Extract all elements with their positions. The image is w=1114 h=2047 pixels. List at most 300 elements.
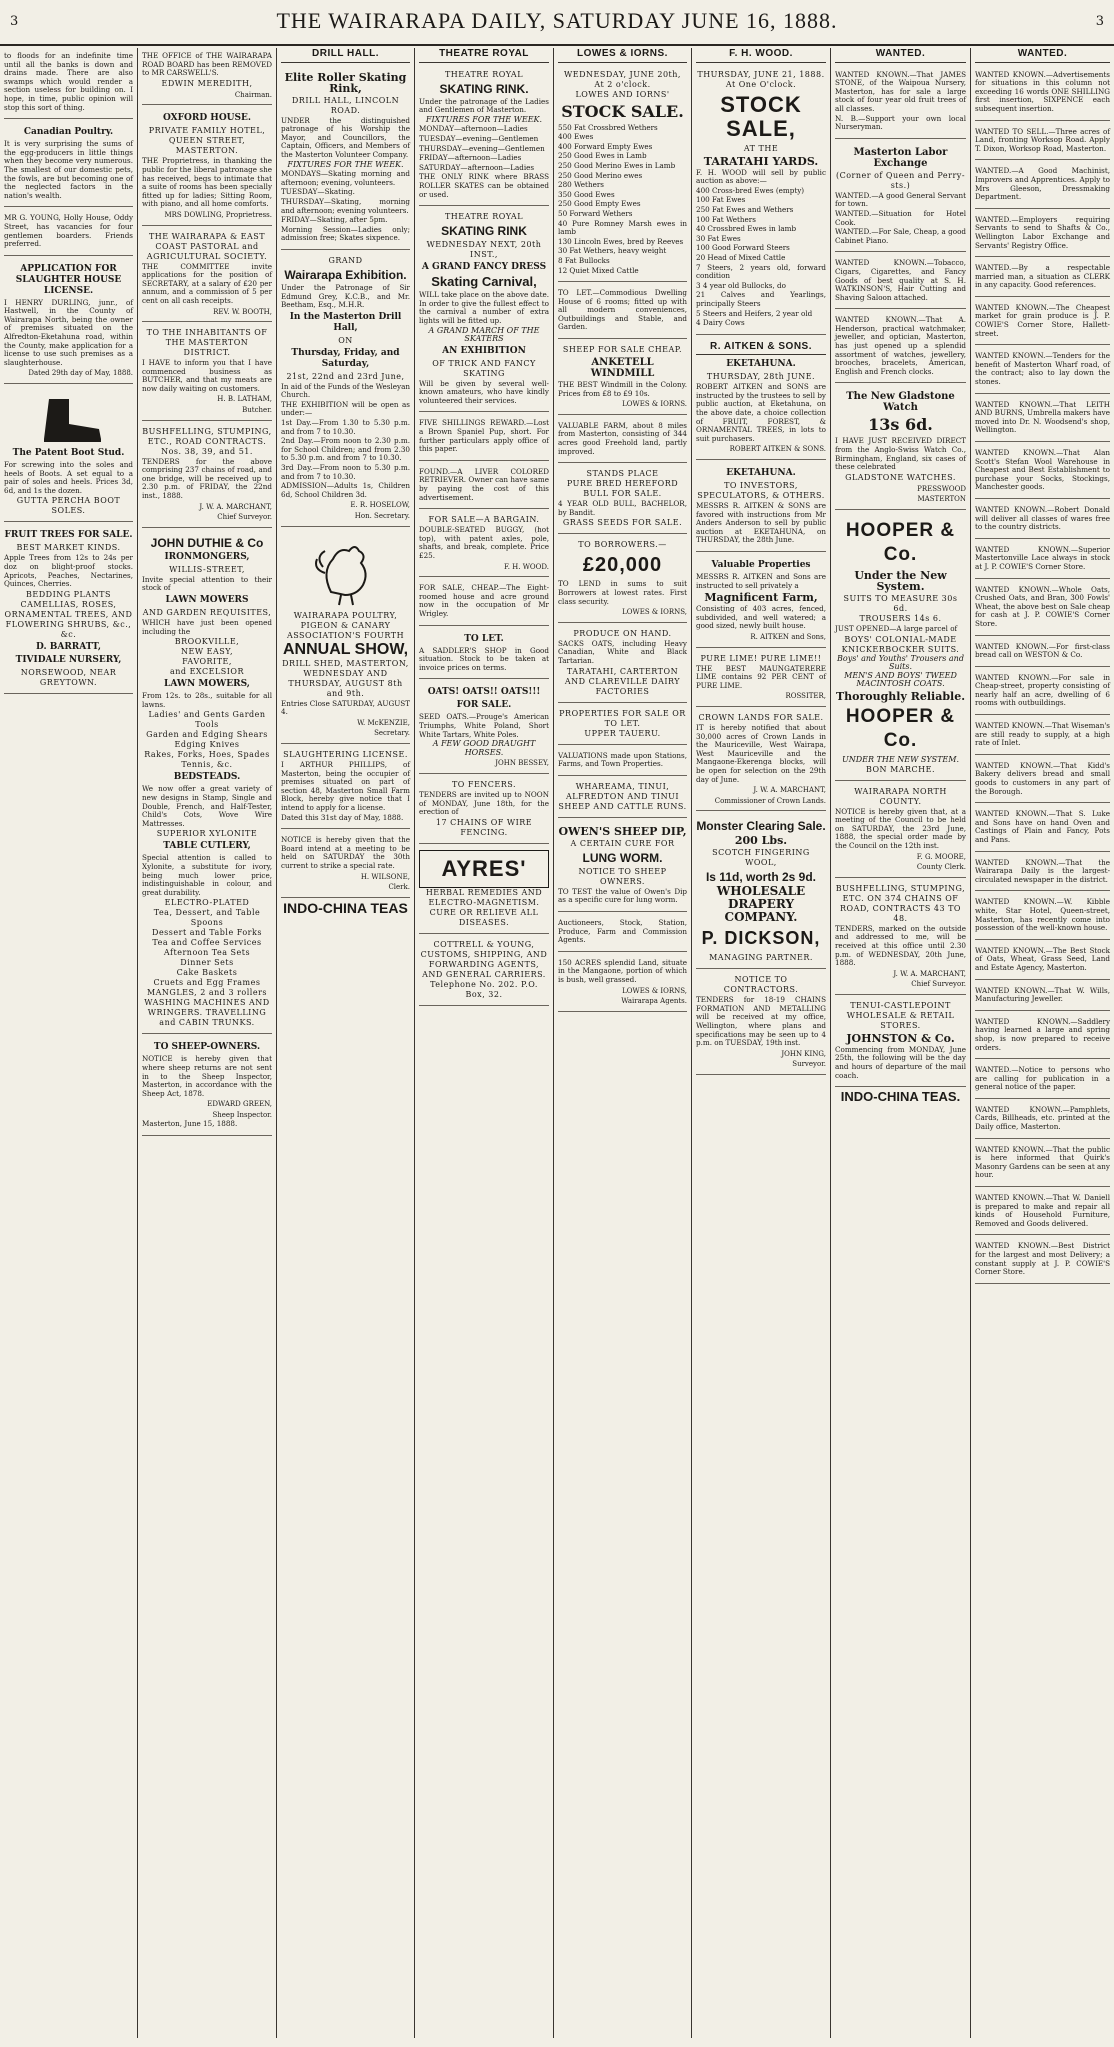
ad-body: JUST OPENED—A large parcel of [835,624,958,633]
ad-date: THURSDAY, JUNE 21, 1888. At One O'clock. [697,69,825,89]
classified-ad: N. B.—Support your own local Nurseryman. [835,113,966,132]
list-item: THURSDAY—Skating, morning and afternoon; evening volunteers. [281,196,410,215]
column-6 [692,48,830,2038]
ad-subheading: WOOL, [745,858,777,868]
ad-kicker: THEATRE ROYAL [444,69,524,79]
ad-body: TENDERS are invited up to NOON of MONDAY, June 18th, for the erection of [419,789,549,817]
classified-ad: WANTED.—Employers requiring Servants to send to Shafts & Co., Wellington Labor Exchange and Servants' Registry Office. [975,214,1110,250]
ad-subheading: Under the New System. [854,569,947,593]
advertiser-name: D. BARRATT, [35,641,101,652]
product-name: NEW EASY, [181,647,233,657]
ad-heading: TO SHEEP-OWNERS. [153,1042,261,1053]
ad-subheading: CURE OR RELIEVE ALL DISEASES. [429,907,539,927]
ad-body: I ARTHUR PHILLIPS, of Masterton, being the occupier of premises situated on part of section 48, Masterton Small Farm Block, hereby give notice that I intend to apply for a license. [281,759,410,812]
ad-subheading: SCOTCH FINGERING [712,848,810,858]
ad-heading: Skating Carnival, [431,274,537,290]
list-item: Tea and Coffee Services [152,938,262,948]
ad-kicker: LOWES AND IORNS' [575,89,670,99]
ad-signature-title: Butcher. [242,406,272,415]
classified-ad: WANTED KNOWN.—That the public is here informed that Quirk's Masonry Gardens can be seen at any hour. [975,1144,1110,1180]
ad-heading: FOR SALE—A BARGAIN. [428,515,540,525]
classified-ad: WANTED KNOWN.—Tobacco, Cigars, Cigarettes, and Fancy Goods of best quality at S. H. WATKINSON'S, Hair Cutting and Shaving Saloon attached. [835,258,966,302]
ad-subheading: FIXTURES FOR THE WEEK. [287,159,404,169]
ad-subheading: GLADSTONE WATCHES. [845,472,956,482]
list-item: 100 Fat Wethers [696,214,756,224]
ad-heading: Masterton Labor Exchange [853,146,948,169]
ad-heading: LUNG WORM. [582,850,663,865]
classified-ad: VALUABLE FARM, about 8 miles from Masterton, consisting of 344 acres good Freehold land, partly improved. [558,420,687,456]
ad-heading: ANNUAL SHOW, [282,640,409,658]
list-item: 350 Good Ewes [558,189,615,199]
ad-heading: SKATING RINK. [439,81,529,96]
ad-body: NOTICE is hereby given that the Board intend at a meeting to be held on SATURDAY the 30th current to strike a special rate. [281,835,410,870]
ad-heading: JOHN DUTHIE & Co [150,535,264,550]
ad-signature: ROSSITER, [785,692,826,701]
newspaper-title: THE WAIRARAPA DAILY, SATURDAY JUNE 16, 1888. [276,8,838,33]
ad-body: TENDERS for 18-19 CHAINS FORMATION AND METALLING will be received at my office, Wellington, where plans and specifications may be seen up to 4 p.m. on TUESDAY, 19th inst. [696,995,826,1048]
classified-ad: WANTED KNOWN.—That LEITH AND BURNS, Umbrella makers have moved into Dr. N. Woodsend's shop, Wellington. [975,399,1110,435]
classified-ad: TO LET.—Commodious Dwelling House of 6 rooms; fitted up with all modern conveniences, Outbuildings and Stable, and Garden. [558,288,687,332]
ad-heading: AYRES' [441,855,527,881]
page-number-right: 3 [1095,14,1104,29]
ad-body: 4 YEAR OLD BULL, BACHELOR, by Bandit. [558,499,687,517]
advertiser-business: TIVIDALE NURSERY, [15,654,122,665]
ad-body: WHICH have just been opened including the [142,618,272,636]
list-item: 21 Calves and Yearlings, principally Steers [696,290,826,308]
notice-title: Chairman. [234,90,272,99]
list-item: TUESDAY—evening—Gentlemen [419,133,539,143]
classified-ad: WANTED KNOWN.—That Kidd's Bakery delivers bread and small goods to customers in any part of the Borough. [975,760,1110,796]
list-item: 400 Cross-bred Ewes (empty) [696,185,805,195]
ad-body: THE COMMITTEE invite applications for the position of SECRETARY, at a salary of £20 per annum, and a commission of 5 per cent on all cash receipts. [142,261,272,305]
ad-date: Dated 29th day of May, 1888. [28,369,133,378]
ad-heading: The New Gladstone Watch [846,391,955,414]
ad-subheading: MEN'S AND BOYS' TWEED MACINTOSH COATS. [844,670,957,689]
column-5 [554,48,691,2038]
ad-heading: EKETAHUNA. [726,468,796,479]
ad-body: THE Proprietress, in thanking the public for the liberal patronage she has received, begs to intimate that a suite of rooms has been specially fitted up for ladies; Sitting Room, with piano, and all home comforts. [142,156,272,209]
list-item: Afternoon Tea Sets [163,948,251,958]
rooster-icon [311,537,381,607]
masthead [0,0,1114,46]
advertiser-name: P. DICKSON, [701,928,821,949]
advertiser-place: NORSEWOOD, NEAR GREYTOWN. [20,667,117,687]
ad-signature: H. WILSONE, [360,872,410,881]
list-item: 4 Dairy Cows [696,318,745,328]
list-item: Cruets and Egg Frames [153,978,261,988]
classified-ad: WANTED.—Notice to persons who are calling for publication in a general notice of the paper. [975,1065,1110,1092]
ad-signature: J. W. A. MARCHANT, [893,969,966,978]
ad-subheading: 17 CHAINS OF WIRE FENCING. [435,817,533,837]
ad-heading: APPLICATION FOR SLAUGHTER HOUSE LICENSE. [15,263,122,296]
ad-subheading: BEDSTEADS. [173,772,241,783]
ad-heading: TARATAHI YARDS. [703,154,819,168]
ad-heading: The Patent Boot Stud. [12,448,125,459]
ad-heading: TO LET. [464,633,504,644]
ad-body: IT is hereby notified that about 30,000 acres of Crown Lands in the Mauriceville, West Wairapa, West Mauriceville and the Mangaone-Ekerenga blocks, will be open for selection on the 29th day of June. [696,722,826,784]
classified-ad: WANTED KNOWN.—Saddlery having learned a large and spring shop, is now prepared to receive orders. [975,1016,1110,1052]
section-header: R. AITKEN & SONS. [696,341,826,356]
classified-ad: WANTED KNOWN.—Robert Donald will deliver all classes of wares free to the country districts. [975,504,1110,532]
ad-body: I HAVE to inform you that I have commenced business as BUTCHER, and that my meats are now daily waiting on customers. [142,358,272,393]
ad-kicker: WAIRARAPA POULTRY, PIGEON & CANARY ASSOCIATION'S FOURTH [286,610,405,640]
column-4 [415,48,553,2038]
product-name: FAVORITE, [182,657,232,667]
product-name: BROOKVILLE, [174,637,240,647]
ad-body: Under the Patronage of Sir Edmund Grey, K.C.B., and Mr. Beetham, Esq., M.H.R. [281,282,410,310]
ad-heading: FRUIT TREES FOR SALE. [4,530,133,541]
ad-note: THE ONLY RINK where BRASS ROLLER SKATES can be obtained or used. [419,172,549,199]
ad-heading: INDO-CHINA TEAS. [840,1089,961,1105]
list-item: 40 Crossbred Ewes in lamb [696,224,797,234]
classified-ad: WANTED KNOWN.—That S. Luke and Sons have on hand Oven and Castings of Plain and Fancy, Pots and Pans. [975,809,1110,844]
ad-heading: HOOPER & Co. [845,705,956,751]
ad-signature-title: Chief Surveyor. [911,980,966,989]
classified-ad: VALUATIONS made upon Stations, Farms, and Town Properties. [558,750,687,769]
column-header: THEATRE ROYAL [419,48,549,63]
ad-subheading: FOR SALE. [456,700,512,711]
ad-kicker: GRAND [328,255,363,265]
list-item: 8 Fat Bullocks [558,255,610,265]
ad-signature: LOWES & IORNS. [622,400,687,409]
ad-signature: MRS DOWLING, Proprietress. [164,210,272,219]
ad-heading: NOTICE TO CONTRACTORS. [723,975,799,995]
ad-signature: JOHN KING, [781,1049,826,1058]
ad-subheading: IRONMONGERS, [164,551,250,562]
ad-subheading: DRILL SHED, MASTERTON, [282,658,409,668]
ad-body: A SADDLER'S SHOP in Good situation. Stock to be taken at invoice prices on terms. [419,645,549,672]
ad-signature: ROBERT AITKEN & SONS. [729,445,826,454]
ad-signature-title: Clerk. [388,883,410,892]
advertiser-title: MANAGING PARTNER. [709,953,813,963]
list-item: 7 Steers, 2 years old, forward condition [696,262,826,281]
ad-heading: TO FENCERS. [451,779,517,789]
ad-subheading: AND GARDEN REQUISITES, [142,608,272,617]
classified-ad: Auctioneers, Stock, Station, Produce, Farm and Commission Agents. [558,917,687,945]
ad-body: Entries Close SATURDAY, AUGUST 4. [281,698,410,717]
ad-signature: LOWES & IORNS, [622,986,687,995]
classified-ad: WANTED KNOWN.—For sale in Cheap-street, property consisting of nearly half an acre, dwelling of 6 rooms with outbuildings. [975,672,1110,708]
ad-subheading: ON [338,335,353,345]
list-item: 100 Good Forward Steers [696,243,790,253]
ad-body: UNDER the distinguished patronage of his Worship the Mayor, and Councillors, the Captain, Officers, and Members of the Masterton Volunteer Company. [281,115,410,159]
notice-signature: EDWIN MEREDITH, [161,78,253,88]
list-item: Tea, Dessert, and Table Spoons [153,908,261,928]
classified-ad: WANTED KNOWN.—Best District for the largest and most Delivery; a constant supply at J. P. COWIE'S Corner Store. [975,1241,1110,1277]
article-continuation: to floods for an indefinite time until all the banks is down and drains made. There are also swamps which would render a section useless for building on. I hope, in time, public opinion will stop this sort of thing. [4,51,133,112]
ad-kicker: THEATRE ROYAL [444,212,524,222]
ad-body: Invite special attention to their stock of [142,574,272,593]
classified-ad: WANTED KNOWN.—The Cheapest market for grain produce is J. P. COWIE'S Corner Store, Hallett-street. [975,302,1110,338]
column-header: LOWES & IORNS. [558,48,687,63]
ad-body: Special attention is called to Xylonite, a substitute for ivory, being much lower price, indistinguishable in colour, and great durability. [142,853,272,897]
list-item: Tennis, &c. [181,760,233,770]
ad-subheading: COMPANY. [724,910,798,925]
ad-heading: WHAREAMA, TINUI, ALFREDTON AND TINUI SHEEP AND CATTLE RUNS. [558,781,687,811]
ad-subheading: Nos. 38, 39, and 51. [161,446,253,456]
list-item: 40 Pure Romney Marsh ewes in lamb [558,218,687,237]
ad-heading: OATS! OATS!! OATS!!! [427,687,541,698]
list-item: 30 Fat Wethers, heavy weight [558,246,667,256]
ad-heading: Wairarapa Exhibition. [284,267,407,282]
classified-ad: WANTED KNOWN.—That Alan Scott's Stefan Wool Warehouse in Cheapest and Best Establishment to purchase your Socks, Stockings, Manchester goods. [975,448,1110,492]
ad-heading: STOCK SALE, [720,91,802,141]
ad-signature: LOWES & IORNS, [622,608,687,617]
list-item: Dinner Sets [180,958,234,968]
ad-body: WILL take place on the above date. In order to give the fullest effect to the carnival a number of extra lights will be fitted up. [419,290,549,325]
ad-body: NOTICE is hereby given that, at a meeting of the Council to be held on SATURDAY, the 23rd June, 1888, the special order made by the Council on the 12th inst. [835,806,966,850]
ad-subheading: AN EXHIBITION [442,345,526,356]
ad-subheading: ELECTRO-PLATED [164,898,250,908]
list-item: THURSDAY—evening—Gentlemen [419,143,545,153]
list-item: Rakes, Forks, Hoes, Spades [144,750,270,760]
list-item: 1st Day.—From 1.30 to 5.30 p.m. and from 7 to 10.30. [281,418,410,436]
list-item: 250 Good Ewes in Lamb [558,151,647,161]
ad-signature-title: Hon. Secretary. [354,512,410,520]
ad-heading: GRASS SEEDS FOR SALE. [562,518,683,528]
ad-signature-title: MASTERTON [917,495,966,504]
column-1 [0,48,137,2038]
classified-ad: FIVE SHILLINGS REWARD.—Lost a Brown Spaniel Pup, short. For further particulars apply office of this paper. [419,418,549,454]
ad-signature: H. B. LATHAM, [217,395,272,404]
ad-signature-title: County Clerk. [916,863,966,872]
list-item: MONDAYS—Skating morning and afternoon; evening, volunteers. [281,169,410,187]
ad-heading: BUSHFELLING, STUMPING, ETC. ON 374 CHAINS OF ROAD, CONTRACTS 43 TO 48. [835,883,966,923]
classified-ad: WANTED.—By a respectable married man, a situation as CLERK in any capacity. Good references. [975,263,1110,290]
list-item: Edging Knives [174,740,240,750]
classified-ad: WANTED KNOWN.—Whole Oats, Crushed Oats, and Bran, 300 Fowls' Wheat, the above best on Sale cheap for cash at J. P. COWIE'S Corner Store. [975,584,1110,628]
ad-body: Commencing from MONDAY, June 25th, the following will be the day and hours of departure of the mail coach. [835,1044,966,1080]
ad-heading: SKATING RINK [441,224,527,239]
list-item: 12 Quiet Mixed Cattle [558,265,639,275]
ad-subheading: FIXTURES FOR THE WEEK. [425,114,543,124]
ad-signature-title: Chief Surveyor. [217,513,272,522]
column-7 [831,48,970,2038]
ad-place: QUEEN STREET, MASTERTON. [168,136,246,156]
ad-subheading: WEDNESDAY AND THURSDAY, AUGUST 8th and 9th. [288,668,403,698]
ad-signature: J. W. A. MARCHANT, [199,502,272,511]
ad-date: WEDNESDAY, JUNE 20th, At 2 o'clock. [564,69,681,89]
ad-subheading: WASHING MACHINES AND WRINGERS. TRAVELLING and CABIN TRUNKS. [144,998,270,1028]
ad-subheading: TROUSERS 14s 6. [859,614,942,623]
column-header: WANTED. [835,48,966,63]
ad-heading: SLAUGHTERING LICENSE. [283,749,408,759]
column-3 [277,48,414,2038]
ad-heading: OXFORD HOUSE. [163,113,251,124]
classified-ad: WANTED.—A Good Machinist, Improvers and Apprentices. Apply to Mrs Gleeson, Dressmaking Department. [975,166,1110,202]
ad-signature: E. R. HOSELOW, [350,501,410,510]
ad-subheading: HERBAL REMEDIES AND ELECTRO-MAGNETISM. [425,887,543,907]
ad-subheading: WHOLESALE [716,884,806,899]
list-item: FRIDAY—afternoon—Ladies [419,153,522,163]
ad-subheading: In the Masterton Drill Hall, [289,311,402,333]
ad-body: Will be given by several well-known amateurs, who have kindly volunteered their services. [419,378,549,405]
list-item: 3rd Day.—From noon to 5.30 p.m. and from 7 to 10.30. [281,463,410,481]
ad-body: TENDERS, marked on the outside and addressed to me, will be received at this office until 2.30 p.m. of WEDNESDAY, 20th June, 1888. [835,923,966,968]
ad-heading: PROPERTIES FOR SALE OR TO LET. [559,708,686,728]
ad-subheading: AT THE [743,143,779,153]
classified-ad: WANTED KNOWN.—That W. Wills, Manufacturing Jeweller. [975,985,1110,1004]
list-item: 3 4 year old Bullocks, do [696,280,786,290]
ad-body: ADMISSION—Adults 1s, Children 6d, School Children 3d. [281,481,410,499]
ad-subheading: OF TRICK AND FANCY SKATING [432,358,536,378]
ad-heading: Monster Clearing Sale. [696,819,826,834]
boot-icon [29,394,109,444]
ad-date: Dated this 31st day of May, 1888. [281,812,404,822]
list-item: WANTED.—A good General Servant for town. [835,190,966,209]
ad-body: Apple Trees from 12s to 24s per doz on blight-proof stocks. Apricots, Peaches, Nectarines, Quinces, Cherries. [4,553,133,589]
list-item: 250 Good Merino ewes [558,170,643,180]
ad-body: Under the patronage of the Ladies and Gentlemen of Masterton. [419,96,549,115]
column-header: DRILL HALL. [281,48,410,63]
ad-heading: BUSHFELLING, STUMPING, ETC., ROAD CONTRACTS. [142,426,272,446]
ad-body: F. H. WOOD will sell by public auction as above:— [696,167,826,186]
ad-body: ROBERT AITKEN and SONS are instructed by the trustees to sell by public auction, at Eketahuna, on the above date, a choice collection of FRUIT, FOREST, & ORNAMENTAL TREES, in lots to suit purchasers. [696,382,826,443]
ad-body: THE BEST Windmill in the Colony. Prices from £8 to £9 10s. [558,380,687,398]
ad-heading: STANDS PLACE [586,469,659,479]
article-body: It is very surprising the sums of the egg-producers in little things when they become very numerous. The smallest of our domestic pets, the fowls, are but becoming one of the neglected factors in the nation's wealth. [4,139,133,200]
ad-subheading: MANGLES, 2 and 3 rollers [146,988,268,998]
ad-signature-title: Secretary. [374,729,410,738]
list-item: 20 Head of Mixed Cattle [696,252,786,262]
classified-ad: WANTED KNOWN.—For first-class bread call on WESTON & Co. [975,641,1110,660]
ad-date: THURSDAY, 28th JUNE. [706,372,816,382]
ad-heading: THE WAIRARAPA & EAST COAST PASTORAL and AGRICULTURAL SOCIETY. [146,231,268,261]
ad-heading: TO THE INHABITANTS OF THE MASTERTON DISTRICT. [146,328,268,358]
ad-subheading: NOTICE TO SHEEP OWNERS. [578,866,667,886]
ad-heading: ANKETELL WINDMILL [590,357,655,380]
ad-place: WILLIS-STREET, [169,564,245,574]
list-item: WANTED.—Situation for Hotel Cook. [835,208,966,227]
ad-subheading: (Corner of Queen and Perry-sts.) [835,170,966,190]
ad-date: Masterton, June 15, 1888. [142,1119,238,1129]
classified-ad: WANTED KNOWN.—W. Kibble white, Star Hotel, Queen-street, Masterton, has recently come into possession of the well-known house. [975,897,1110,933]
classified-ad: FOR SALE, CHEAP.—The Eight-roomed house and acre ground now in the occupation of Mr Wrigley. [419,583,549,618]
ad-subheading: BON MARCHE. [865,764,936,774]
ad-heading: TO BORROWERS.— [578,540,667,550]
classified-ad: WANTED KNOWN.—That W. Daniell is prepared to make and repair all kinds of Household Furniture, Removed and Goods delivered. [975,1193,1110,1228]
ad-subheading: TABLE CUTLERY, [163,841,251,852]
ad-subheading: Thursday, Friday, and Saturday, [291,347,400,369]
ad-subheading: SUITS TO MEASURE 30s 6d. [843,594,958,613]
ad-heading: EKETAHUNA. [726,359,796,370]
ad-heading: PRODUCE ON HAND. [573,628,672,638]
column-header: WANTED. [975,48,1110,63]
column-8 [971,48,1114,2038]
list-item: TUESDAY—Skating. [281,187,355,197]
classified-ad: WANTED KNOWN.—Advertisements for situations in this column not exceeding 16 words ONE SHILLING first insertion, SIXPENCE each subsequent insertion. [975,69,1110,113]
ad-amount: £20,000 [582,554,663,577]
classified-ad: WANTED KNOWN.—That JAMES STONE, of the Waipoua Nursery, Masterton, has for sale a large stock of four year old fruit trees of all classes. [835,69,966,113]
list-item: 130 Lincoln Ewes, bred by Reeves [558,236,684,246]
ad-subheading: A FEW GOOD DRAUGHT HORSES. [432,739,536,757]
ad-subheading: CAMELLIAS, ROSES, ORNAMENTAL TREES, AND FLOWERING SHRUBS, &c., &c. [4,599,133,639]
ad-heading: INDO-CHINA TEAS [283,899,408,916]
list-item: 250 Fat Ewes and Wethers [696,204,794,214]
list-item: SATURDAY—afternoon—Ladies [419,162,535,172]
list-item: Cake Baskets [176,968,238,978]
ad-body: In aid of the Funds of the Wesleyan Church. [281,381,410,400]
classified-ad: WANTED KNOWN.—Superior Mastertonville Lace always in stock at J. P. COWIE'S Corner Store. [975,544,1110,571]
ad-signature: W. McKENZIE, [357,718,410,727]
ad-body: From 12s. to 28s., suitable for all lawns. [142,691,272,709]
ad-body: THE BEST MAUNGATERERE LIME contains 92 PER CENT of PURE LIME. [696,663,826,690]
list-item: 550 Fat Crossbred Wethers [558,122,658,132]
ad-heading: Elite Roller Skating Rink, [284,70,407,95]
classified-ad: WANTED KNOWN.—That Wiseman's are still ready to supply, at a high rate of Inlet. [975,721,1110,748]
ad-subheading: Magnificent Farm, [704,591,818,605]
ad-heading: TENUI-CASTLEPOINT WHOLESALE & RETAIL STORES. [846,1000,955,1030]
column-2 [138,48,276,2038]
classified-ad: WANTED KNOWN.—Tenders for the benefit of Masterton Wharf road, of the contract; also to lay down the stones. [975,351,1110,387]
ad-contact: Telephone No. 202. P.O. Box, 32. [430,979,538,999]
ad-subheading: A CERTAIN CURE FOR [570,838,675,848]
article-heading: Canadian Poultry. [23,127,114,138]
list-item: Dessert and Table Forks [152,928,262,938]
ad-subheading: UPPER TAUERU. [584,728,661,738]
list-item: Garden and Edging Shears [146,730,268,740]
ad-signature: F. H. WOOD. [503,562,549,571]
list-item: 400 Ewes [558,132,594,142]
ad-signature: R. AITKEN and Sons, [750,632,826,641]
ad-subheading: 21st, 22nd and 23rd June, [286,371,405,381]
ad-subheading: TARATAHI, CARTERTON AND CLAREVILLE DAIRY FACTORIES [564,666,681,696]
ad-subheading: BEDDING PLANTS [26,589,111,599]
notice-body: THE OFFICE of THE WAIRARAPA ROAD BOARD has been REMOVED to MR CARSWELL'S. [142,51,272,78]
classified-ad: MR G. YOUNG, Holly House, Oddy Street, has vacancies for four gentlemen boarders. Friends preferred. [4,213,133,249]
ad-heading: WAIRARAPA NORTH COUNTY. [854,786,947,806]
ad-heading: PURE LIME! PURE LIME!! [700,653,822,663]
list-item: 30 Fat Ewes [696,233,741,243]
ad-body: TO LEND in sums to suit Borrowers at lowest rates. First class security. [558,579,687,606]
ad-body: I HAVE JUST RECEIVED DIRECT from the Anglo-Swiss Watch Co., Birmingham, England, six cases of these celebrated [835,436,966,472]
product-name: and EXCELSIOR [170,667,244,677]
ad-signature-title: Surveyor. [792,1060,826,1069]
ad-body: SEED OATS.—Prouge's American Triumphs, White Poland, Short White Tartars, White Poles. [419,712,549,739]
ad-subheading: PRIVATE FAMILY HOTEL, [148,126,266,136]
advertiser-name: JOHNSTON & Co. [846,1031,955,1045]
classified-ad: WANTED TO SELL.—Three acres of Land, fronting Worksop Road. Apply T. Dixon, Worksop Road, Masterton. [975,126,1110,153]
list-item: 400 Forward Empty Ewes [558,141,653,151]
ad-heading: SHEEP FOR SALE CHEAP. [562,345,683,355]
ad-body: For screwing into the soles and heels of Boots. A set equal to a pair of soles and heels. Prices 3d, 6d, and 1s the dozen. [4,460,133,495]
ad-body: MESSRS R. AITKEN and Sons are instructed to sell privately a [696,572,826,590]
ad-signature: PRESSWOOD [917,484,966,493]
list-item: 250 Good Empty Ewes [558,199,641,209]
ad-subheading: SUPERIOR XYLONITE [156,829,258,839]
ad-subheading: LAWN MOWERS, [164,679,250,690]
ad-heading: CROWN LANDS FOR SALE. [698,712,824,722]
ad-heading: Valuable Properties [711,560,811,570]
classified-ad: WANTED KNOWN.—That A. Henderson, practical watchmaker, jeweller, and optician, Masterton, has just opened up a splendid assortment of watches, jewellery, brooches, bracelets, American, English and French clocks. [835,315,966,376]
classified-ad: WANTED KNOWN.—That the Wairarapa Daily is the largest-circulated newspaper in the district. [975,857,1110,884]
ad-subheading: Boys' and Youths' Trousers and Suits. [837,653,964,672]
ad-body: I HENRY DURLING, junr., of Hastwell, in the County of Wairarapa North, being the owner of premises situated on the Alfredton-Eketahuna road, within the County, make application for a license to use such premises as a slaughterhouse. [4,297,133,367]
list-item: WANTED.—For Sale, Cheap, a good Cabinet Piano. [835,227,966,245]
ad-body: Consisting of 403 acres, fenced, subdivided, and well watered; a good sized, newly built house. [696,604,826,631]
ad-signature: J. W. A. MARCHANT, [753,786,826,795]
ad-signature: EDWARD GREEN, [207,1100,272,1109]
ad-signature-title: Wairarapa Agents. [621,997,687,1006]
list-item: 100 Fat Ewes [696,195,746,205]
ad-signature: JOHN BESSEY, [495,759,549,768]
ad-body: NOTICE is hereby given that where sheep returns are not sent in to the Sheep Inspector, Masterton, in accordance with the Sheep Act, 1878. [142,1054,272,1098]
ad-subheading: LAWN MOWERS [165,595,249,605]
ad-signature: REV. W. BOOTH, [213,307,272,316]
ad-body: THE EXHIBITION will be open as under:— [281,399,410,418]
ad-subheading: GUTTA PERCHA BOOT SOLES. [16,496,121,516]
ad-subheading: A GRAND FANCY DRESS [421,262,547,273]
